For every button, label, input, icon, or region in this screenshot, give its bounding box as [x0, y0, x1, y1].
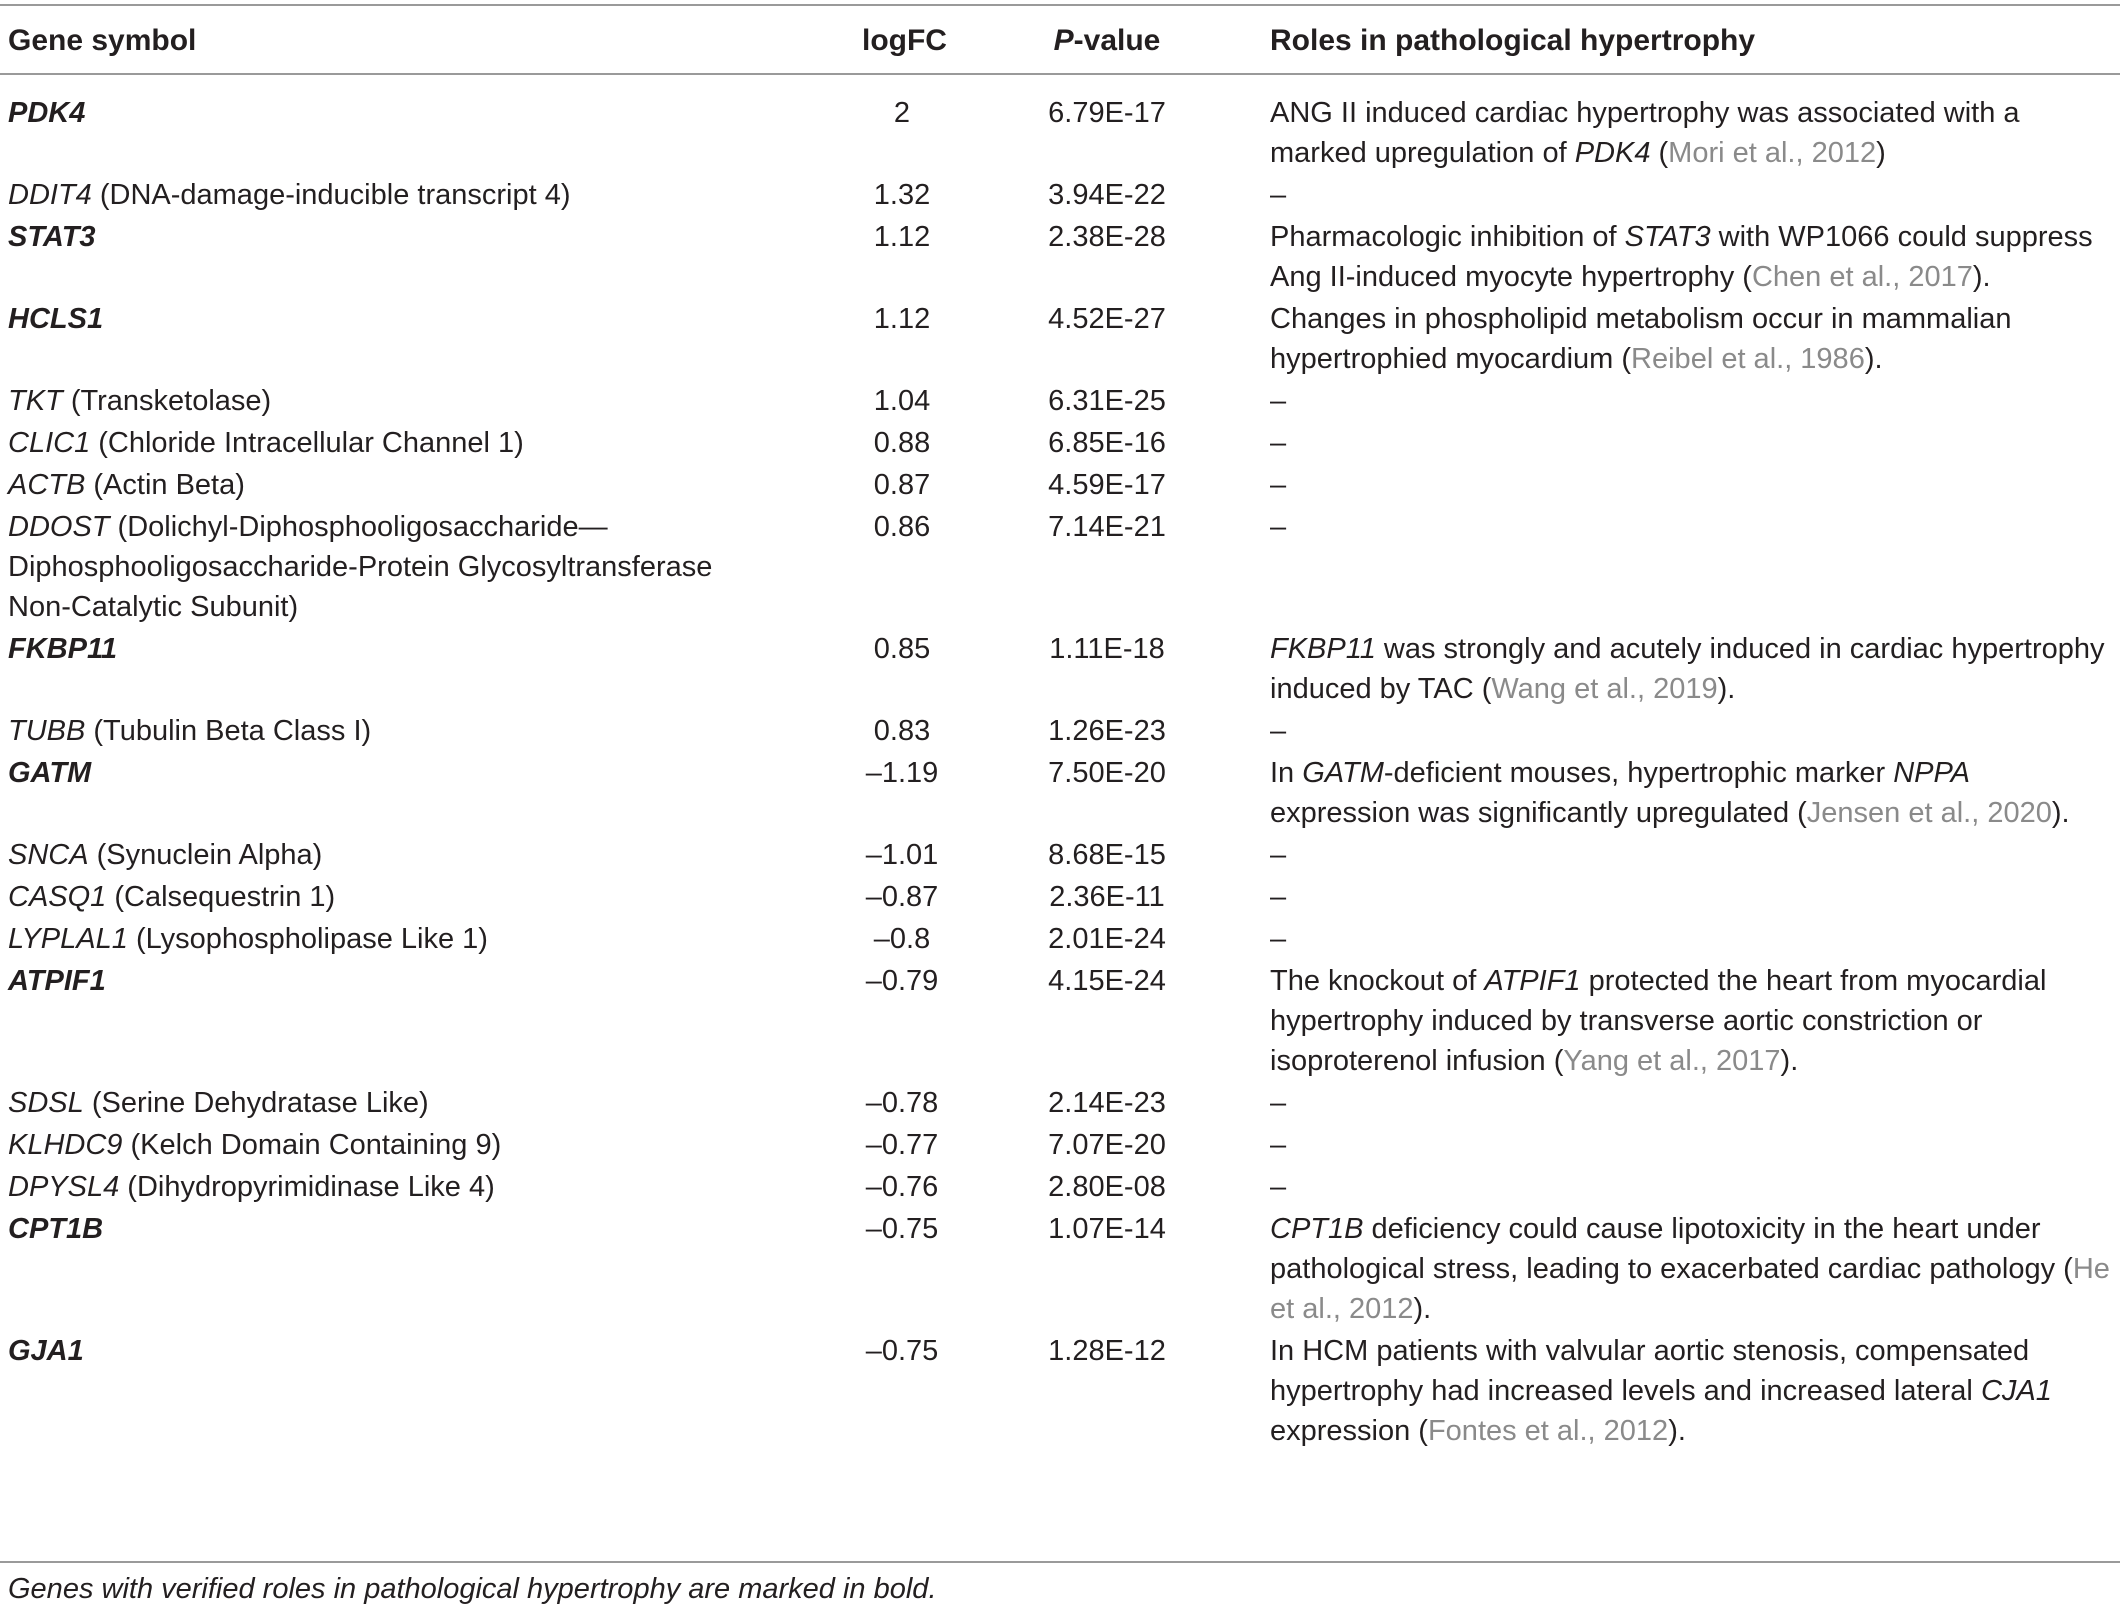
cell-logfc: –0.76: [865, 1171, 939, 1203]
header-roles: Roles in pathological hypertrophy: [1270, 24, 1756, 57]
role-text: deficiency could cause lipotoxicity in the heart under pathological stress, leading to exacerbated cardiac pathology (: [1270, 1213, 2073, 1285]
cell-pvalue: 2.01E-24: [1048, 923, 1166, 955]
cell-role: [1270, 423, 2116, 463]
role-text: In: [1270, 757, 1303, 789]
table-header: [0, 4, 2120, 73]
cell-role: [1270, 753, 2116, 833]
gene-full-name: (Tubulin Beta Class I): [85, 715, 372, 747]
cell-logfc: 0.86: [873, 511, 931, 543]
cell-gene-symbol: [8, 93, 748, 133]
cell-logfc: –0.8: [873, 923, 931, 955]
citation-link[interactable]: Reibel et al., 1986: [1631, 343, 1865, 375]
cell-logfc: –0.87: [865, 881, 939, 913]
cell-role: [1270, 961, 2116, 1081]
table-row: [0, 1167, 2120, 1209]
cell-gene-symbol: [8, 299, 748, 339]
role-text: ).: [1864, 343, 1883, 375]
gene-full-name: (Serine Dehydratase Like): [83, 1087, 429, 1119]
cell-role: [1270, 1331, 2116, 1451]
gene-symbol: CASQ1: [8, 881, 107, 913]
cell-role: [1270, 835, 2116, 875]
gene-mention: GATM: [1302, 757, 1384, 789]
citation-link[interactable]: He et al., 2012: [1270, 1253, 2110, 1325]
cell-role: [1270, 299, 2116, 379]
header-gene-symbol: Gene symbol: [8, 24, 197, 57]
gene-symbol: DPYSL4: [8, 1171, 120, 1203]
role-text: –: [1270, 511, 1287, 543]
gene-symbol: TUBB: [8, 715, 86, 747]
cell-gene-symbol: [8, 835, 748, 875]
gene-symbol: LYPLAL1: [8, 923, 128, 955]
cell-gene-symbol: [8, 753, 748, 793]
cell-role: [1270, 1209, 2116, 1329]
citation-link[interactable]: Yang et al., 2017: [1563, 1045, 1781, 1077]
cell-pvalue: 1.11E-18: [1049, 633, 1165, 665]
citation-link[interactable]: Wang et al., 2019: [1491, 673, 1718, 705]
header-pvalue-rest: -value: [1073, 24, 1161, 57]
gene-symbol: DDIT4: [8, 179, 92, 211]
role-text: expression was significantly upregulated (: [1270, 797, 1807, 829]
cell-logfc: –0.75: [865, 1213, 939, 1245]
cell-logfc: –0.75: [865, 1335, 939, 1367]
role-text: -deficient mouses, hypertrophic marker: [1383, 757, 1894, 789]
cell-gene-symbol: [8, 175, 748, 215]
table-footnote: Genes with verified roles in pathological hypertrophy are marked in bold.: [8, 1573, 937, 1605]
table-row: [0, 753, 2120, 835]
cell-pvalue: 2.14E-23: [1048, 1087, 1166, 1119]
table-row: [0, 507, 2120, 629]
role-text: was strongly and acutely induced in cardiac hypertrophy induced by TAC (: [1270, 633, 2105, 705]
table-row: [0, 1331, 2120, 1453]
role-text: The knockout of: [1270, 965, 1485, 997]
table-body: [0, 93, 2120, 1453]
cell-pvalue: 4.15E-24: [1048, 965, 1166, 997]
cell-pvalue: 6.31E-25: [1048, 385, 1166, 417]
cell-gene-symbol: [8, 381, 748, 421]
header-pvalue: [1052, 23, 1162, 59]
role-text: ).: [1668, 1415, 1686, 1447]
role-text: –: [1270, 385, 1287, 417]
role-text: expression (: [1270, 1415, 1428, 1447]
cell-role: [1270, 217, 2116, 297]
gene-full-name: (Chloride Intracellular Channel 1): [90, 427, 524, 459]
cell-gene-symbol: [8, 423, 748, 463]
cell-logfc: –0.79: [865, 965, 939, 997]
cell-gene-symbol: [8, 1331, 748, 1371]
gene-full-name: (Dihydropyrimidinase Like 4): [119, 1171, 495, 1203]
role-text: with WP1066 could suppress Ang II-induced myocyte hypertrophy (: [1270, 221, 2093, 293]
cell-role: [1270, 507, 2116, 547]
role-text: ).: [1413, 1293, 1432, 1325]
cell-gene-symbol: [8, 877, 748, 917]
gene-symbol: ATPIF1: [8, 965, 106, 997]
table-row: [0, 919, 2120, 961]
gene-mention: STAT3: [1624, 221, 1711, 253]
cell-logfc: 0.87: [873, 469, 931, 501]
role-text: –: [1270, 923, 1287, 955]
gene-symbol: DDOST: [8, 511, 110, 543]
cell-gene-symbol: [8, 629, 748, 669]
cell-role: [1270, 381, 2116, 421]
table-row: [0, 961, 2120, 1083]
cell-role: [1270, 629, 2116, 709]
role-text: Pharmacologic inhibition of: [1270, 221, 1625, 253]
cell-logfc: 1.32: [873, 179, 931, 211]
cell-logfc: 0.88: [873, 427, 931, 459]
cell-pvalue: 2.80E-08: [1048, 1171, 1166, 1203]
role-text: –: [1270, 427, 1287, 459]
table-row: [0, 423, 2120, 465]
cell-pvalue: 4.59E-17: [1048, 469, 1166, 501]
cell-role: [1270, 919, 2116, 959]
cell-pvalue: 1.07E-14: [1048, 1213, 1166, 1245]
table-row: [0, 465, 2120, 507]
cell-gene-symbol: [8, 1125, 748, 1165]
cell-logfc: –0.77: [865, 1129, 939, 1161]
table-row: [0, 1125, 2120, 1167]
gene-full-name: (Lysophospholipase Like 1): [127, 923, 488, 955]
cell-gene-symbol: [8, 1209, 748, 1249]
role-text: ).: [1717, 673, 1736, 705]
cell-gene-symbol: [8, 961, 748, 1001]
citation-link[interactable]: Mori et al., 2012: [1668, 137, 1877, 169]
role-text: (: [1650, 137, 1669, 169]
cell-gene-symbol: [8, 465, 748, 505]
cell-logfc: 0.83: [873, 715, 931, 747]
cell-gene-symbol: [8, 711, 748, 751]
cell-logfc: 1.12: [873, 303, 931, 335]
table-row: [0, 175, 2120, 217]
gene-symbol: FKBP11: [8, 633, 118, 665]
cell-gene-symbol: [8, 1083, 748, 1123]
cell-role: [1270, 1167, 2116, 1207]
gene-mention: CPT1B: [1270, 1213, 1364, 1245]
role-text: –: [1270, 1171, 1287, 1203]
role-text: ANG II induced cardiac hypertrophy was associated with a marked upregulation of: [1270, 97, 2020, 169]
gene-symbol: SDSL: [8, 1087, 84, 1119]
role-text: –: [1270, 881, 1287, 913]
cell-role: [1270, 465, 2116, 505]
gene-symbol: HCLS1: [8, 303, 104, 335]
role-text: Changes in phospholipid metabolism occur in mammalian hypertrophied myocardium (: [1270, 303, 2012, 375]
cell-pvalue: 3.94E-22: [1048, 179, 1166, 211]
gene-symbol: CLIC1: [8, 427, 91, 459]
cell-pvalue: 7.14E-21: [1048, 511, 1166, 543]
table-row: [0, 629, 2120, 711]
gene-symbol: KLHDC9: [8, 1129, 123, 1161]
cell-role: [1270, 1083, 2116, 1123]
role-text: ): [1876, 137, 1886, 169]
cell-pvalue: 6.85E-16: [1048, 427, 1166, 459]
role-text: –: [1270, 1129, 1287, 1161]
cell-pvalue: 6.79E-17: [1048, 97, 1166, 129]
gene-symbol: SNCA: [8, 839, 89, 871]
table-row: [0, 93, 2120, 175]
gene-symbol: CPT1B: [8, 1213, 104, 1245]
gene-full-name: (Dolichyl-Diphosphooligosaccharide—Diphosphooligosaccharide-Protein Glycosyltransferase Non-Catalytic Subunit): [8, 511, 713, 623]
cell-logfc: –0.78: [865, 1087, 939, 1119]
cell-logfc: 1.12: [873, 221, 931, 253]
table-row: [0, 835, 2120, 877]
table-row: [0, 1083, 2120, 1125]
cell-logfc: 0.85: [873, 633, 931, 665]
table-header-rule: [0, 73, 2120, 75]
role-text: –: [1270, 839, 1287, 871]
gene-symbol: GJA1: [8, 1335, 84, 1367]
role-text: ).: [1972, 261, 1991, 293]
gene-symbol: GATM: [8, 757, 92, 789]
gene-mention: PDK4: [1574, 137, 1651, 169]
table-row: [0, 877, 2120, 919]
gene-mention: ATPIF1: [1484, 965, 1581, 997]
citation-link[interactable]: Jensen et al., 2020: [1806, 797, 2052, 829]
cell-role: [1270, 175, 2116, 215]
role-text: –: [1270, 179, 1287, 211]
cell-pvalue: 7.50E-20: [1048, 757, 1166, 789]
citation-link[interactable]: Chen et al., 2017: [1751, 261, 1973, 293]
cell-pvalue: 1.26E-23: [1048, 715, 1166, 747]
gene-symbol: STAT3: [8, 221, 96, 253]
role-text: –: [1270, 469, 1287, 501]
gene-full-name: (DNA-damage-inducible transcript 4): [91, 179, 571, 211]
gene-full-name: (Kelch Domain Containing 9): [122, 1129, 502, 1161]
gene-full-name: (Synuclein Alpha): [88, 839, 323, 871]
gene-symbol: PDK4: [8, 97, 86, 129]
cell-gene-symbol: [8, 507, 748, 627]
cell-role: [1270, 93, 2116, 173]
gene-symbol: TKT: [8, 385, 63, 417]
role-text: –: [1270, 715, 1287, 747]
header-logfc: logFC: [862, 24, 947, 57]
table-row: [0, 217, 2120, 299]
table-row: [0, 1209, 2120, 1331]
cell-logfc: –1.01: [865, 839, 939, 871]
cell-pvalue: 2.36E-11: [1049, 881, 1165, 913]
cell-role: [1270, 877, 2116, 917]
role-text: In HCM patients with valvular aortic stenosis, compensated hypertrophy had increased levels and increased lateral: [1270, 1335, 2030, 1407]
role-text: ).: [2051, 797, 2070, 829]
gene-full-name: (Calsequestrin 1): [106, 881, 336, 913]
gene-symbol: ACTB: [8, 469, 86, 501]
cell-gene-symbol: [8, 1167, 748, 1207]
citation-link[interactable]: Fontes et al., 2012: [1427, 1415, 1669, 1447]
cell-role: [1270, 711, 2116, 751]
table-bottom-rule: [0, 1561, 2120, 1563]
role-text: protected the heart from myocardial hypertrophy induced by transverse aortic constriction or isoproterenol infusion (: [1270, 965, 2047, 1077]
cell-pvalue: 7.07E-20: [1048, 1129, 1166, 1161]
cell-gene-symbol: [8, 919, 748, 959]
table-row: [0, 381, 2120, 423]
cell-logfc: 1.04: [873, 385, 931, 417]
table-row: [0, 299, 2120, 381]
cell-pvalue: 2.38E-28: [1048, 221, 1166, 253]
header-pvalue-p: P: [1053, 24, 1074, 57]
gene-mention: NPPA: [1893, 757, 1971, 789]
cell-pvalue: 1.28E-12: [1048, 1335, 1166, 1367]
cell-pvalue: 8.68E-15: [1048, 839, 1166, 871]
role-text: –: [1270, 1087, 1287, 1119]
table-row: [0, 711, 2120, 753]
gene-mention: FKBP11: [1270, 633, 1376, 665]
gene-full-name: (Actin Beta): [85, 469, 245, 501]
cell-pvalue: 4.52E-27: [1048, 303, 1166, 335]
cell-logfc: –1.19: [865, 757, 939, 789]
gene-full-name: (Transketolase): [62, 385, 272, 417]
cell-gene-symbol: [8, 217, 748, 257]
role-text: ).: [1780, 1045, 1799, 1077]
cell-role: [1270, 1125, 2116, 1165]
gene-mention: CJA1: [1980, 1375, 2052, 1407]
cell-logfc: 2: [893, 97, 911, 129]
